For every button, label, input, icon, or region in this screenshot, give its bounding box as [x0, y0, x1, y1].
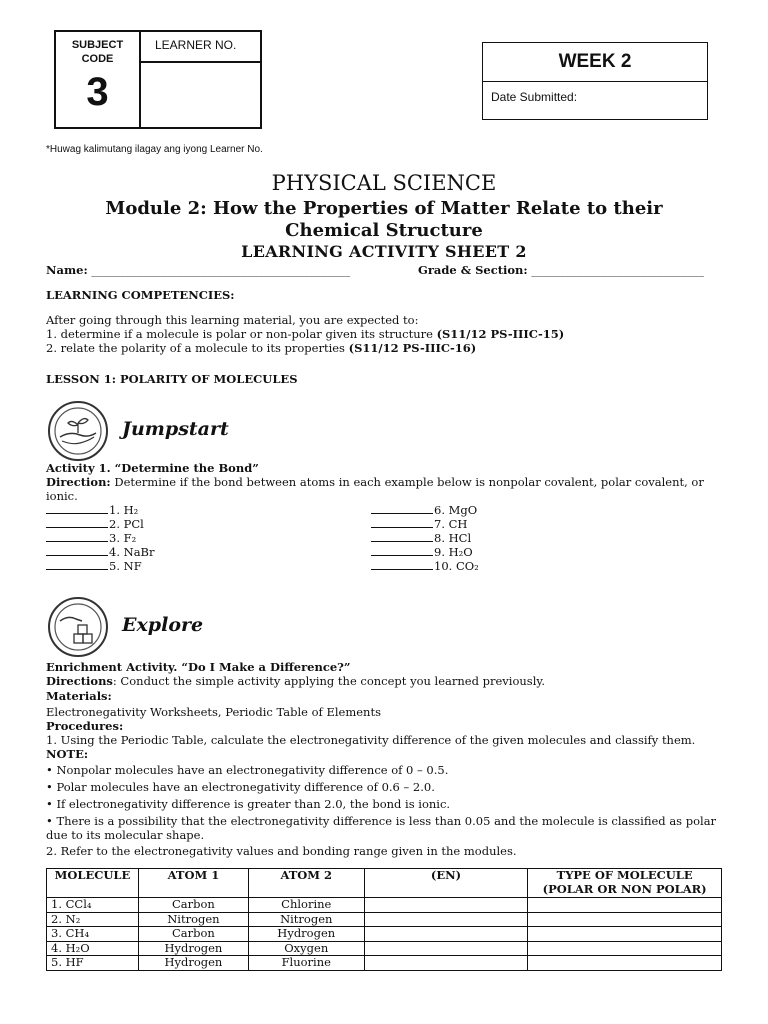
type-cell[interactable] — [528, 927, 722, 942]
materials-label: Materials: — [46, 689, 112, 703]
molecule-cell: 2. N₂ — [47, 912, 139, 927]
grade-section-blank: ______________________________ — [531, 263, 704, 277]
electronegativity-table — [46, 868, 722, 971]
en-cell[interactable] — [364, 956, 528, 971]
atom-1-cell: Hydrogen — [138, 941, 248, 956]
answer-blank — [371, 559, 433, 570]
table-row — [47, 927, 722, 942]
note-label: NOTE: — [46, 747, 89, 761]
note-item: • There is a possibility that the electronegativity difference is less than 0.05 and the molecule is classified as polar due to its molecular shape. — [46, 814, 717, 842]
answer-blank — [371, 545, 433, 556]
subject-code-cell — [56, 32, 141, 127]
subject-title: PHYSICAL SCIENCE — [271, 171, 497, 195]
grade-section-label: Grade & Section: — [418, 263, 528, 277]
atom-1-cell: Carbon — [138, 927, 248, 942]
header-en: (EN) — [364, 869, 528, 898]
molecule-cell: 1. CCl₄ — [47, 898, 139, 913]
explore-title: Explore — [122, 614, 204, 636]
bond-item: 7. CH — [371, 517, 479, 531]
en-cell[interactable] — [364, 912, 528, 927]
answer-blank — [46, 531, 108, 542]
learner-no-reminder: *Huwag kalimutang ilagay ang iyong Learner No. — [46, 144, 263, 155]
answer-blank — [371, 517, 433, 528]
hand-blocks-icon — [48, 597, 108, 657]
atom-2-cell: Fluorine — [248, 956, 364, 971]
procedure-2: 2. Refer to the electronegativity values and bonding range given in the modules. — [46, 844, 517, 858]
sheet-title: LEARNING ACTIVITY SHEET 2 — [241, 242, 527, 261]
name-field — [46, 263, 350, 277]
header-type-of-molecule: TYPE OF MOLECULE (POLAR OR NON POLAR) — [528, 869, 722, 898]
atom-2-cell: Nitrogen — [248, 912, 364, 927]
header-atom-1: ATOM 1 — [138, 869, 248, 898]
type-cell[interactable] — [528, 912, 722, 927]
answer-blank — [46, 545, 108, 556]
competency-item-1: 1. determine if a molecule is polar or non-polar given its structure (S11/12 PS-IIIC-15) — [46, 327, 565, 341]
atom-2-cell: Chlorine — [248, 898, 364, 913]
header-atom-2: ATOM 2 — [248, 869, 364, 898]
bond-item: 8. HCl — [371, 531, 479, 545]
atom-2-cell: Oxygen — [248, 941, 364, 956]
atom-1-cell: Hydrogen — [138, 956, 248, 971]
learner-no-label: LEARNER NO. — [139, 32, 260, 63]
table-row — [47, 912, 722, 927]
hands-plant-icon — [48, 401, 108, 461]
materials-text: Electronegativity Worksheets, Periodic Table of Elements — [46, 705, 381, 719]
bond-item: 2. PCl — [46, 517, 155, 531]
note-item: • If electronegativity difference is greater than 2.0, the bond is ionic. — [46, 797, 451, 811]
table-header-row — [47, 869, 722, 898]
bond-item: 10. CO₂ — [371, 559, 479, 573]
header-molecule: MOLECULE — [47, 869, 139, 898]
molecule-cell: 3. CH₄ — [47, 927, 139, 942]
molecule-cell: 5. HF — [47, 956, 139, 971]
competencies-heading: LEARNING COMPETENCIES: — [46, 288, 235, 302]
table-row — [47, 898, 722, 913]
explore-content — [46, 660, 718, 858]
answer-blank — [46, 517, 108, 528]
atom-1-cell: Carbon — [138, 898, 248, 913]
competencies-list — [46, 313, 736, 355]
bond-item: 3. F₂ — [46, 531, 155, 545]
en-cell[interactable] — [364, 927, 528, 942]
note-item: • Nonpolar molecules have an electronegativity difference of 0 – 0.5. — [46, 763, 449, 777]
subject-learner-box — [54, 30, 262, 129]
bond-item: 5. NF — [46, 559, 155, 573]
molecule-cell: 4. H₂O — [47, 941, 139, 956]
activity-1-title: Activity 1. “Determine the Bond” — [46, 461, 259, 475]
competency-item-2: 2. relate the polarity of a molecule to its properties (S11/12 PS-IIIC-16) — [46, 341, 477, 355]
explore-directions: Directions: Conduct the simple activity applying the concept you learned previously. — [46, 674, 545, 688]
activity-1-direction: Direction: Determine if the bond between atoms in each example below is nonpolar covalent, polar covalent, or ionic. — [46, 475, 704, 503]
enrichment-activity-title: Enrichment Activity. “Do I Make a Difference?” — [46, 660, 351, 674]
bond-item: 9. H₂O — [371, 545, 479, 559]
table-row — [47, 956, 722, 971]
name-blank: _____________________________________________ — [91, 263, 351, 277]
atom-1-cell: Nitrogen — [138, 912, 248, 927]
module-title — [0, 198, 768, 242]
lesson-heading: LESSON 1: POLARITY OF MOLECULES — [46, 372, 298, 386]
answer-blank — [371, 531, 433, 542]
name-label: Name: — [46, 263, 88, 277]
module-title-line1: Module 2: How the Properties of Matter Relate to their — [105, 198, 663, 219]
grade-section-field — [418, 263, 704, 277]
subject-code-label: SUBJECT CODE — [71, 39, 124, 65]
table-row — [47, 941, 722, 956]
en-cell[interactable] — [364, 898, 528, 913]
week-title: WEEK 2 — [483, 43, 707, 82]
answer-blank — [46, 559, 108, 570]
type-cell[interactable] — [528, 941, 722, 956]
bond-items-left — [46, 503, 155, 573]
bond-item: 6. MgO — [371, 503, 479, 517]
type-cell[interactable] — [528, 898, 722, 913]
jumpstart-title: Jumpstart — [122, 418, 229, 440]
module-title-line2: Chemical Structure — [285, 220, 483, 241]
answer-blank — [46, 503, 108, 514]
procedures-label: Procedures: — [46, 719, 124, 733]
atom-2-cell: Hydrogen — [248, 927, 364, 942]
week-box — [482, 42, 708, 120]
subject-code-value: 3 — [86, 70, 109, 114]
type-cell[interactable] — [528, 956, 722, 971]
en-cell[interactable] — [364, 941, 528, 956]
bond-item: 1. H₂ — [46, 503, 155, 517]
date-submitted-label: Date Submitted: — [491, 90, 578, 104]
bond-item: 4. NaBr — [46, 545, 155, 559]
competencies-intro: After going through this learning material, you are expected to: — [46, 313, 419, 327]
procedure-1: 1. Using the Periodic Table, calculate the electronegativity difference of the given molecules and classify them. — [46, 733, 696, 747]
note-item: • Polar molecules have an electronegativity difference of 0.6 – 2.0. — [46, 780, 435, 794]
bond-items-right — [371, 503, 479, 573]
answer-blank — [371, 503, 433, 514]
